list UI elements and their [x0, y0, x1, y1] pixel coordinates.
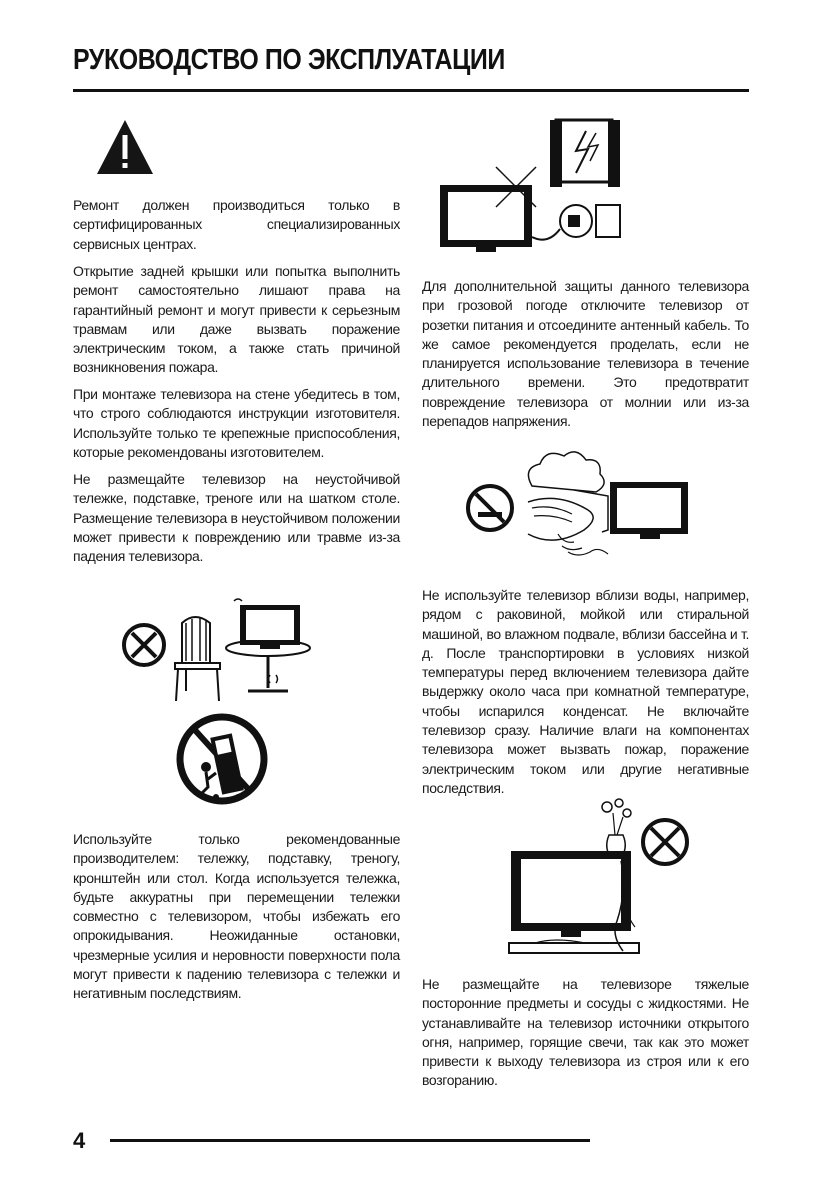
water-hazard-illustration: [462, 446, 702, 566]
paragraph-wall-mount: При монтаже телевизора на стене убедитесь в том, что строго соблюдаются инструкции изготовителя. Используйте только те крепежные приспособления, которые рекомендованы изготовителем.: [73, 386, 400, 460]
paragraph-lightning-protection: Для дополнительной защиты данного телевизора при грозовой погоде отключите телевизор от розетки питания и отсоедините антенный кабель. То же самое рекомендуется проделать, если не планируется использование телевизора в течение длительного времени. Это предотвратит повреждение телевизора от молнии или из-за перепадов напряжения.: [422, 278, 749, 430]
page-title: РУКОВОДСТВО ПО ЭКСПЛУАТАЦИИ: [73, 44, 505, 76]
paragraph-back-cover: Открытие задней крышки или попытка выполнить ремонт самостоятельно лишают права на гарантийный ремонт и могут привести к серьезным травмам или даже вызвать поражение электрическим током, а также стать причиной возникновения пожара.: [73, 263, 400, 376]
vase-on-tv-illustration: [505, 793, 695, 965]
cart-tip-over-icon: [176, 713, 268, 805]
unstable-table-illustration: [120, 593, 320, 708]
paragraph-water-moisture: Не используйте телевизор вблизи воды, например, рядом с раковиной, мойкой или стиральной машиной, во влажном подвале, вблизи бассейна и т. д. После транспортировки в условиях низкой температуры перед включением телевизора дайте выдержку около часа при комнатной температуре, чтобы испарился конденсат. Не включайте телевизор сразу. Наличие влаги на компонентах телевизора может вызвать пожар, поражение электрическим током или другие негативные последствия.: [422, 587, 749, 796]
paragraph-unstable-stand: Не размещайте телевизор на неустойчивой тележке, подставке, треноге или на шатком столе. Размещение телевизора в неустойчивом положении может привести к повреждению или травме из-за падения телевизора.: [73, 471, 400, 565]
paragraph-heavy-objects: Не размещайте на телевизоре тяжелые посторонние предметы и сосуды с жидкостями. Не устанавливайте на телевизор источники открытого огня, например, горящие свечи, так как это может привести к выходу телевизора из строя или к его возгоранию.: [422, 976, 749, 1089]
lightning-unplug-illustration: [436, 117, 626, 257]
header-rule: [73, 89, 749, 92]
paragraph-recommended-cart: Используйте только рекомендованные производителем: тележку, подставку, треногу, кронштейн или стол. Когда используется тележка, будьте аккуратны при перемещении тележки совместно с телевизором, чтобы избежать его опрокидывания. Неожиданные остановки, чрезмерные усилия и неровности поверхности пола могут привести к падению телевизора с тележки и негативным последствиям.: [73, 831, 400, 1002]
page-number: 4: [73, 1128, 86, 1153]
warning-triangle-icon: [95, 118, 155, 176]
paragraph-service-repair: Ремонт должен производиться только в сертифицированных специализированных сервисных центрах.: [73, 197, 400, 252]
footer-rule: [110, 1139, 590, 1142]
